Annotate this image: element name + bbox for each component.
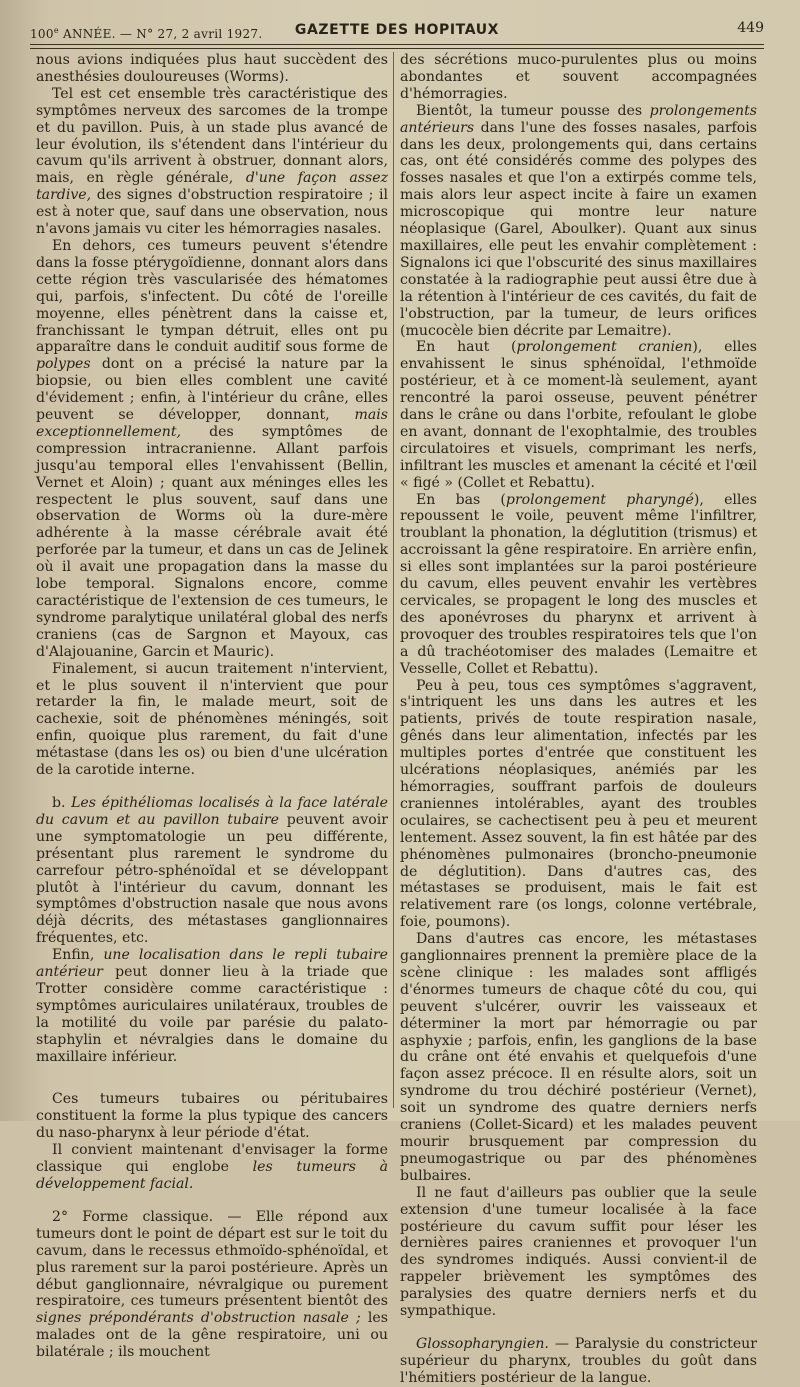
paragraph: Tel est cet ensemble très caractéristique des symptômes nerveux des sarcomes de la trompe et du pavillon. Puis, à un stade plus avancé de leur évolution, ils s'étendent dans l'intérieur du cavum qu'ils arrivent à obstruer, donnant alors, mais, en règle générale, d'une façon assez tardive, des signes d'obstruction respiratoire ; il est à noter que, sauf dans une observation, nous n'avons jamais vu citer les hémorragies nasales. [36,85,389,238]
column-divider [393,52,394,1108]
journal-title: GAZETTE DES HOPITAUX [294,22,500,38]
paragraph: Ces tumeurs tubaires ou péritubaires constituent la forme la plus typique des cancers du naso-pharynx à leur période d'état. [36,1091,388,1142]
issue-superscript: e [53,26,59,35]
paragraph: En bas (prolongement pharyngé), elles repoussent le voile, peuvent même l'infiltrer, troublant la phonation, la déglutition (trismus) et accroissant la gêne respiratoire. En arrière enfin, si elles sont implantées sur la paroi postérieure du cavum, elles peuvent envahir les vertèbres cervicales, se propagent le long des muscles et des aponévroses du pharynx et arrivent à provoquer des troubles respiratoires tels que l'on a dû trachéotomiser des malades (Lemaitre et Vesselle, Collet et Rebattu). [400,491,757,677]
paragraph: En haut (prolongement cranien), elles envahissent le sinus sphénoïdal, l'ethmoïde postérieur, et à ce moment-là seulement, ayant rencontré la paroi osseuse, peuvent pénétrer dans le crâne ou dans l'orbite, refoulant le globe en avant, donnant de l'exophtalmie, des troubles circulatoires et visuels, comprimant les nerfs, infiltrant les muscles et amenant la cécité et l'œil « figé » (Collet et Rebattu). [400,339,758,491]
left-column [36,52,388,1361]
header-rule-thin [30,48,764,49]
paragraph: b. Les épithéliomas localisés à la face latérale du cavum et au pavillon tubaire peuvent avoir une symptomatologie un peu différente, présentant plus rarement le syndrome du carrefour pétro-sphénoïdal et se développant plutôt à l'intérieur du cavum, donnant les symptômes d'obstruction nasale que nous avons déjà décrits, des métastases ganglionnaires fréquentes, etc. [36,794,388,947]
paragraph: Enfin, une localisation dans le repli tubaire antérieur peut donner lieu à la triade que Trotter considère comme caractéristique : symptômes auriculaires unilatéraux, troubles de la motilité du voile par parésie du palato-staphylin et névralgies dans le domaine du maxillaire inférieur. [36,947,389,1065]
header-rule [30,44,764,45]
paragraph: En dehors, ces tumeurs peuvent s'étendre dans la fosse ptérygoïdienne, donnant alors dans cette région très vascularisée des hématomes qui, parfois, s'infectent. Du côté de l'oreille moyenne, elles pénètrent dans la caisse et, franchissant le tympan détruit, elles ont pu apparaître dans le conduit auditif sous forme de polypes dont on a précisé la nature par la biopsie, ou bien elles comblent une cavité d'évidement ; enfin, à l'intérieur du crâne, elles peuvent se développer, donnant, mais exceptionnellement, des symptômes de compression intracranienne. Allant parfois jusqu'au temporal elles l'envahissent (Bellin, Vernet et Aloin) ; quant aux méninges elles les respectent le plus souvent, sauf dans une observation de Worms où la dure-mère adhérente à la masse cérébrale avait été perforée par la tumeur, et dans un cas de Jelinek où il avait une propagation dans la masse du lobe temporal. Signalons encore, comme caractéristique de l'extension de ces tumeurs, le syndrome paralytique unilatéral global des nerfs craniens (cas de Sargnon et Mayoux, cas d'Alajouanine, Garcin et Mauric). [36,237,389,660]
paragraph: Glossopharyngien. — Paralysie du constricteur supérieur du pharynx, troubles du goût dans l'hémitiers postérieur de la langue. [400,1335,757,1386]
paragraph: Bientôt, la tumeur pousse des prolongements antérieurs dans l'une des fosses nasales, parfois dans les deux, prolongements qui, dans certains cas, ont été considérés comme des polypes des fosses nasales et que l'on a extirpés comme tels, mais alors leur aspect incite à faire un examen microscopique qui montre leur nature néoplasique (Garel, Aboulker). Quant aux sinus maxillaires, elle peut les envahir complètement : Signalons ici que l'obscurité des sinus maxillaires constatée à la radiographie peut aussi être due à la rétention à l'intérieur de ces cavités, du fait de l'obstruction, par la tumeur, de leurs orifices (mucocèle bien décrite par Lemaitre). [400,102,758,339]
page-header [30,10,764,44]
paragraph: Peu à peu, tous ces symptômes s'aggravent, s'intriquent les uns dans les autres et les patients, privés de toute respiration nasale, gênés dans leur alimentation, infectés par les multiples portes d'entrée que constituent les ulcérations néoplasiques, anémiés par les hémorragies, souffrant parfois de douleurs craniennes intolérables, ayant des troubles oculaires, se cachectisent peu à peu et meurent lentement. Assez souvent, la fin est hâtée par des phénomènes pulmonaires (broncho-pneumonie de déglutition). Dans d'autres cas, des métastases se produisent, mais le fait est relativement rare (os longs, colonne vertébrale, foie, poumons). [400,677,757,931]
issue-number: 100 [30,27,54,41]
page-number: 449 [737,20,764,36]
issue-date: ANNÉE. — N° 27, 2 avril 1927. [58,27,263,41]
right-column [400,52,757,1387]
paragraph: des sécrétions muco-purulentes plus ou moins abondantes et souvent accompagnées d'hémorragies. [400,52,757,102]
paragraph: Finalement, si aucun traitement n'intervient, et le plus souvent il n'intervient que pour retarder la fin, le malade meurt, soit de cachexie, soit de phénomènes méningés, soit enfin, quoique plus rarement, du fait d'une métastase (dans les os) ou bien d'une ulcération de la carotide interne. [36,660,388,779]
paragraph: Il ne faut d'ailleurs pas oublier que la seule extension d'une tumeur localisée à la face postérieure du cavum suffit pour léser les dernières paires craniennes et provoquer l'un des syndromes indiqués. Aussi convient-il de rappeler brièvement les symptômes des paralysies des quatre derniers nerfs et du sympathique. [400,1184,757,1320]
paragraph: nous avions indiquées plus haut succèdent des anesthésies douloureuses (Worms). [36,52,388,85]
section-paragraph: 2° Forme classique. — Elle répond aux tumeurs dont le point de départ est sur le toit du cavum, dans le recessus ethmoïdo-sphénoïdal, et plus rarement sur la paroi postérieure. Après un début ganglionnaire, névralgique ou purement respiratoire, ces tumeurs présentent bientôt des signes prépondérants d'obstruction nasale ; les malades ont de la gêne respiratoire, uni ou bilatérale ; ils mouchent [36,1208,388,1361]
paragraph: Dans d'autres cas encore, les métastases ganglionnaires prennent la première place de la scène clinique : les malades sont affligés d'énormes tumeurs de chaque côté du cou, qui peuvent s'ulcérer, ouvrir les vaisseaux et déterminer la mort par hémorragie ou par asphyxie ; parfois, enfin, les ganglions de la base du crâne ont été envahis et quelquefois d'une façon assez précoce. Il en résulte alors, soit un syndrome du trou déchiré postérieur (Vernet), soit un syndrome des quatre derniers nerfs craniens (Collet-Sicard) et les malades peuvent mourir brusquement par compression du pneumogastrique ou par des phénomènes bulbaires. [400,931,757,1184]
section-heading: Forme classique. [82,1208,214,1225]
paragraph: Il convient maintenant d'envisager la forme classique qui englobe les tumeurs à développement facial. [36,1142,389,1192]
